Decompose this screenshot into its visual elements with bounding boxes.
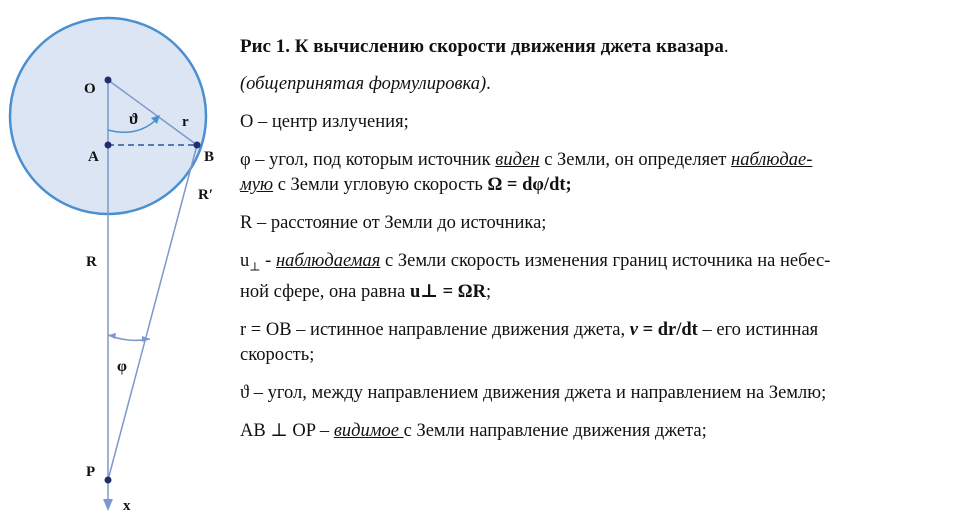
point-b [194,142,201,149]
subtitle: (общепринятая формулировка). [240,74,491,94]
axis-arrowhead [103,499,113,511]
caption-text [240,34,970,457]
point-a [105,142,112,149]
definition-ab: AB ⊥ OP – видимое с Земли направление движения джета; [240,420,707,441]
label-o: O [84,81,96,97]
definition-phi: φ – угол, под которым источник виден с Земли, он определяет наблюдае- мую с Земли угловую скорость Ω = dφ/dt; [240,150,813,195]
label-r: r [182,114,189,130]
figure-title: Рис 1. К вычислению скорости движения джета квазара. [240,36,729,57]
definition-u-perp: $u_\perp$ - наблюдаемая с Земли скорость изменения границ источника на небес- ной сфере, она равна u⊥ = ΩR; [240,251,831,302]
label-theta: ϑ [129,111,139,128]
definition-r-ob: r = OB – истинное направление движения джета, v = dr/dt – его истинная скорость; [240,319,819,365]
label-p: P [86,464,96,480]
point-p [105,477,112,484]
label-phi: φ [117,358,127,375]
definition-theta: ϑ – угол, между направлением движения джета и направлением на Землю; [240,382,827,403]
definition-o: О – центр излучения; [240,112,409,132]
label-x: x [123,498,131,514]
label-r-prime: R′ [198,187,214,203]
label-big-r: R [86,254,97,270]
label-b: B [204,149,215,165]
geometry-diagram [0,0,240,522]
label-a: A [88,149,99,165]
point-o [105,77,112,84]
definition-r-distance: R – расстояние от Земли до источника; [240,213,547,233]
